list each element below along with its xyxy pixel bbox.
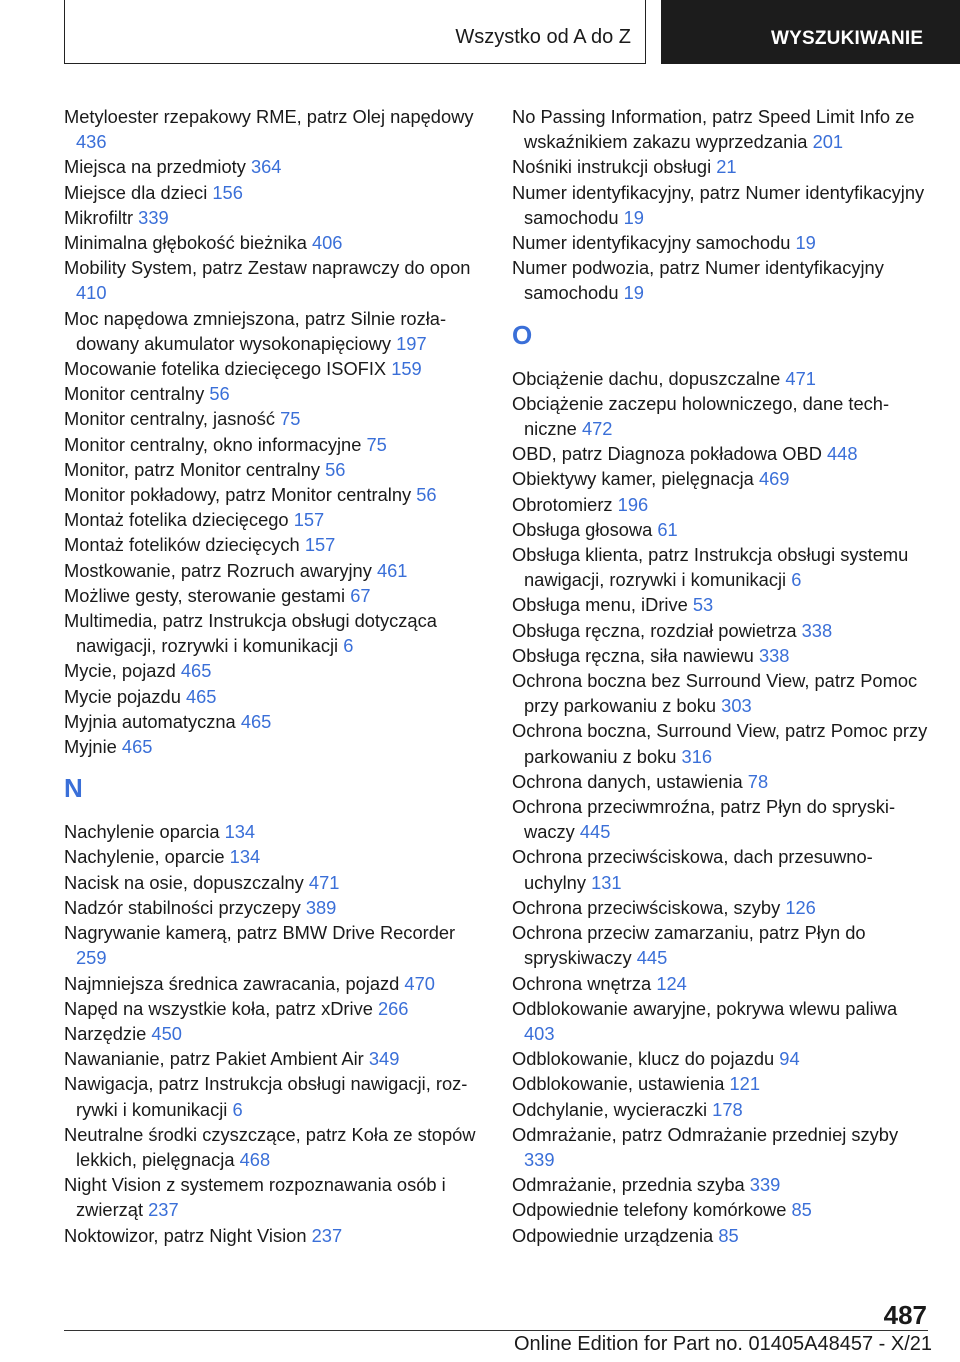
index-entry	[512, 255, 932, 305]
index-entry-page-link[interactable]: 61	[657, 518, 678, 540]
index-entry-page-link[interactable]: 465	[240, 710, 272, 732]
index-entry	[512, 1172, 932, 1197]
index-entry	[64, 684, 482, 709]
index-entry-page-link[interactable]: 157	[293, 509, 325, 531]
index-entry-page-link[interactable]: 339	[138, 206, 169, 228]
index-entry-text: Multimedia, patrz Instrukcja obsługi dotycząca nawigacji, rozrywki i komunikacji	[64, 610, 437, 657]
index-entry	[64, 507, 482, 532]
index-entry-text: Mobility System, patrz Zestaw naprawczy do opon	[64, 257, 471, 279]
index-entry	[512, 920, 932, 970]
index-entry	[512, 844, 932, 894]
index-entry-page-link[interactable]: 403	[524, 1022, 555, 1044]
index-entry	[64, 734, 482, 759]
index-entry-text: Moc napędowa zmniejszona, patrz Silnie rozładowany akumulator wysokonapięciowy	[64, 307, 447, 354]
index-entry-text: Obsługa ręczna, rozdział powietrza	[512, 619, 797, 641]
index-entry	[64, 844, 482, 869]
index-entry-page-link[interactable]: 201	[812, 131, 844, 153]
index-entry-page-link[interactable]: 197	[396, 332, 427, 354]
index-entry	[64, 1021, 482, 1046]
index-entry-page-link[interactable]: 237	[311, 1224, 343, 1246]
index-entry	[512, 895, 932, 920]
index-entry-page-link[interactable]: 156	[212, 181, 243, 203]
search-tab[interactable]	[661, 0, 960, 64]
index-entry-page-link[interactable]: 468	[239, 1148, 271, 1170]
index-entry-text: Nawigacja, patrz Instrukcja obsługi nawigacji, rozrywki i komunikacji	[64, 1073, 468, 1120]
index-entry	[64, 255, 482, 305]
index-letter-heading: O	[512, 319, 533, 350]
index-entry	[64, 1223, 482, 1248]
index-entry-text: Monitor, patrz Monitor centralny	[64, 458, 321, 480]
index-entry-page-link[interactable]: 470	[404, 972, 435, 994]
index-entry-page-link[interactable]: 56	[416, 484, 437, 506]
index-entry-page-link[interactable]: 450	[151, 1022, 182, 1044]
index-entry	[64, 406, 482, 431]
header-section-title: Wszystko od A do Z	[455, 26, 631, 48]
index-entry-page-link[interactable]: 259	[76, 947, 107, 969]
index-entry-page-link[interactable]: 445	[579, 821, 611, 843]
index-entry-text: Mikrofiltr	[64, 206, 134, 228]
index-entry-text: Ochrona przeciw zamarzaniu, patrz Płyn do spryskiwaczy	[512, 922, 866, 969]
index-entry	[64, 154, 482, 179]
index-entry-text: Nacisk na osie, dopuszczalny	[64, 871, 304, 893]
index-entry	[64, 971, 482, 996]
index-entry-page-link[interactable]: 472	[581, 418, 613, 440]
page-number: 487	[883, 1300, 927, 1330]
index-entry-page-link[interactable]: 338	[758, 644, 790, 666]
index-entry	[512, 391, 932, 441]
index-entry-text: Nośniki instrukcji obsługi	[512, 156, 712, 178]
index-entry	[64, 381, 482, 406]
index-entry-page-link[interactable]: 461	[376, 559, 408, 581]
index-entry-page-link[interactable]: 196	[617, 493, 649, 515]
index-entry	[512, 542, 932, 592]
index-entry	[64, 870, 482, 895]
index-entry-page-link[interactable]: 126	[785, 896, 816, 918]
index-entry	[64, 482, 482, 507]
index-entry-page-link[interactable]: 134	[229, 846, 261, 868]
index-entry	[64, 819, 482, 844]
index-entry-page-link[interactable]: 178	[712, 1098, 743, 1120]
index-entry-page-link[interactable]: 67	[350, 584, 371, 606]
index-entry-text: Najmniejsza średnica zawracania, pojazd	[64, 972, 400, 994]
index-entry-text: Mostkowanie, patrz Rozruch awaryjny	[64, 559, 372, 581]
index-entry-text: Night Vision z systemem rozpoznawania osób i zwierząt	[64, 1174, 446, 1221]
index-entry	[64, 532, 482, 557]
index-entry-text: Monitor pokładowy, patrz Monitor centralny	[64, 484, 412, 506]
index-entry	[64, 895, 482, 920]
index-entry-page-link[interactable]: 6	[343, 635, 354, 657]
index-entry-text: Myjnia automatyczna	[64, 710, 236, 732]
index-entry-text: Obsługa ręczna, siła nawiewu	[512, 644, 754, 666]
index-entry-page-link[interactable]: 56	[209, 383, 230, 405]
index-entry-page-link[interactable]: 465	[180, 660, 212, 682]
index-entry-page-link[interactable]: 471	[308, 871, 340, 893]
index-entry-text: Numer identyfikacyjny samochodu	[512, 232, 791, 254]
index-entry-page-link[interactable]: 465	[185, 685, 217, 707]
index-entry-text: Neutralne środki czyszczące, patrz Koła ze stopów lekkich, pielęgnacja	[64, 1123, 476, 1170]
index-entry	[64, 658, 482, 683]
index-entry-page-link[interactable]: 6	[232, 1098, 243, 1120]
index-entry-text: Nawanianie, patrz Pakiet Ambient Air	[64, 1048, 364, 1070]
index-entry-page-link[interactable]: 94	[779, 1048, 800, 1070]
index-entry-page-link[interactable]: 465	[121, 736, 153, 758]
index-entry-text: Ochrona danych, ustawienia	[512, 770, 743, 792]
index-letter-heading: N	[64, 773, 83, 804]
index-entry-page-link[interactable]: 124	[656, 972, 687, 994]
index-entry-page-link[interactable]: 339	[524, 1148, 555, 1170]
index-entry	[64, 180, 482, 205]
index-entry	[64, 608, 482, 658]
index-entry-page-link[interactable]: 6	[791, 569, 802, 591]
index-entry-text: Miejsce dla dzieci	[64, 181, 208, 203]
index-entry	[64, 583, 482, 608]
index-entry-page-link[interactable]: 436	[76, 131, 107, 153]
index-entry-page-link[interactable]: 316	[681, 745, 713, 767]
index-entry-page-link[interactable]: 75	[280, 408, 301, 430]
index-entry-text: Obciążenie zaczepu holowniczego, dane techniczne	[512, 392, 890, 440]
index-entry-text: Miejsca na przedmioty	[64, 156, 246, 178]
index-entry-page-link[interactable]: 364	[250, 156, 282, 178]
index-entry-text: Narzędzie	[64, 1022, 147, 1044]
index-entry-page-link[interactable]: 85	[718, 1224, 739, 1246]
index-entry-text: Odchylanie, wycieraczki	[512, 1098, 708, 1120]
index-entry-text: Nagrywanie kamerą, patrz BMW Drive Recorder	[64, 922, 456, 944]
index-entry	[512, 1046, 932, 1071]
index-entry	[64, 1071, 482, 1121]
index-entry-text: Metyloester rzepakowy RME, patrz Olej napędowy	[64, 106, 474, 127]
index-entry	[64, 457, 482, 482]
index-entry-text: Odpowiednie telefony komórkowe	[512, 1199, 787, 1221]
index-entry	[512, 517, 932, 542]
index-entry	[64, 920, 482, 970]
index-entry-text: No Passing Information, patrz Speed Limit Info ze wskaźnikiem zakazu wyprzedzania	[512, 106, 915, 153]
index-entry	[512, 668, 932, 718]
header-section-box	[64, 0, 646, 64]
index-entry-page-link[interactable]: 448	[827, 443, 858, 465]
index-entry-page-link[interactable]: 19	[623, 282, 644, 304]
index-entry-text: Obiektywy kamer, pielęgnacja	[512, 468, 754, 490]
index-entry-text: Ochrona przeciwmroźna, patrz Płyn do spryskiwaczy	[512, 796, 896, 843]
index-entry-page-link[interactable]: 121	[729, 1073, 761, 1095]
index-column-left	[64, 104, 482, 1248]
index-entry	[64, 558, 482, 583]
index-entry-page-link[interactable]: 85	[791, 1199, 812, 1221]
index-entry	[512, 1097, 932, 1122]
index-entry	[512, 492, 932, 517]
index-entry-text: Mycie pojazdu	[64, 685, 181, 707]
search-tab-label: WYSZUKIWANIE	[771, 28, 924, 49]
index-entry-text: Odpowiednie urządzenia	[512, 1224, 714, 1246]
index-entry	[512, 466, 932, 491]
index-entry	[64, 230, 482, 255]
index-entry	[512, 769, 932, 794]
index-entry-text: Obrotomierz	[512, 493, 613, 515]
index-entry-page-link[interactable]: 469	[758, 468, 790, 490]
index-entry	[64, 205, 482, 230]
index-entry-page-link[interactable]: 389	[305, 896, 337, 918]
index-entry-page-link[interactable]: 78	[747, 770, 769, 792]
index-entry-text: Odmrażanie, przednia szyba	[512, 1174, 745, 1196]
index-entry-text: Nadzór stabilności przyczepy	[64, 896, 301, 918]
index-entry-text: Minimalna głębokość bieżnika	[64, 232, 307, 254]
index-entry-page-link[interactable]: 131	[591, 871, 622, 893]
index-column-right	[512, 104, 932, 1248]
index-entry-text: Możliwe gesty, sterowanie gestami	[64, 584, 346, 606]
index-entry-text: Montaż fotelików dziecięcych	[64, 534, 300, 556]
index-entry-text: Ochrona boczna bez Surround View, patrz Pomoc przy parkowaniu z boku	[512, 670, 918, 717]
index-entry-page-link[interactable]: 75	[366, 433, 387, 455]
index-entry-text: Obciążenie dachu, dopuszczalne	[512, 367, 781, 389]
index-entry-text: Numer identyfikacyjny, patrz Numer identyfikacyjny samochodu	[512, 181, 925, 228]
index-entry-page-link[interactable]: 53	[692, 594, 714, 616]
index-entry	[512, 366, 932, 391]
index-entry	[512, 1197, 932, 1222]
index-entry-text: OBD, patrz Diagnoza pokładowa OBD	[512, 443, 822, 465]
index-entry-text: Monitor centralny, okno informacyjne	[64, 433, 362, 455]
index-entry-text: Mocowanie fotelika dziecięcego ISOFIX	[64, 358, 387, 380]
index-entry	[512, 996, 932, 1046]
index-entry-page-link[interactable]: 56	[325, 458, 346, 480]
index-entry-text: Ochrona przeciwściskowa, szyby	[512, 896, 781, 918]
footer-edition: Online Edition for Part no. 01405A48457 - X/21	[513, 1333, 932, 1355]
index-entry-text: Mycie, pojazd	[64, 660, 176, 682]
index-entry	[512, 1223, 932, 1248]
index-entry-text: Myjnie	[64, 736, 117, 758]
index-entry	[512, 794, 932, 844]
index-entry-page-link[interactable]: 19	[623, 206, 644, 228]
index-entry-page-link[interactable]: 266	[377, 997, 409, 1019]
index-entry	[512, 718, 932, 768]
index-entry-text: Ochrona przeciwściskowa, dach przesuwno-uchylny	[512, 846, 873, 893]
index-entry-text: Obsługa menu, iDrive	[512, 594, 688, 616]
index-entry	[512, 592, 932, 617]
index-entry-text: Odmrażanie, patrz Odmrażanie przedniej szyby	[512, 1123, 899, 1145]
index-entry	[64, 356, 482, 381]
index-entry-page-link[interactable]: 19	[795, 232, 816, 254]
index-entry-text: Odblokowanie, klucz do pojazdu	[512, 1048, 775, 1070]
index-entry	[512, 1071, 932, 1096]
index-entry-page-link[interactable]: 237	[148, 1199, 179, 1221]
index-entry-page-link[interactable]: 471	[785, 367, 816, 389]
index-entry-text: Montaż fotelika dziecięcego	[64, 509, 289, 531]
index-entry	[64, 1122, 482, 1172]
index-entry	[64, 996, 482, 1021]
index-entry-text: Monitor centralny, jasność	[64, 408, 276, 430]
index-entry-text: Noktowizor, patrz Night Vision	[64, 1224, 307, 1246]
index-entry-text: Ochrona wnętrza	[512, 972, 652, 994]
index-entry	[512, 180, 932, 230]
index-entry-text: Ochrona boczna, Surround View, patrz Pomoc przy parkowaniu z boku	[512, 720, 928, 767]
index-entry-text: Odblokowanie awaryjne, pokrywa wlewu paliwa	[512, 997, 898, 1019]
index-entry	[64, 1172, 482, 1222]
index-entry-text: Nachylenie oparcia	[64, 821, 220, 843]
index-entry-page-link[interactable]: 349	[368, 1048, 400, 1070]
index-entry	[64, 709, 482, 734]
index-entry-text: Napęd na wszystkie koła, patrz xDrive	[64, 997, 373, 1019]
index-entry-text: Nachylenie, oparcie	[64, 846, 225, 868]
index-entry-page-link[interactable]: 410	[76, 282, 107, 304]
index-entry	[512, 230, 932, 255]
index-entry	[512, 154, 932, 179]
index-entry	[512, 104, 932, 154]
index-entry-text: Odblokowanie, ustawienia	[512, 1073, 725, 1095]
index-entry-page-link[interactable]: 303	[721, 695, 752, 717]
index-entry-text: Monitor centralny	[64, 383, 205, 405]
index-entry-page-link[interactable]: 339	[749, 1174, 781, 1196]
index-entry	[64, 1046, 482, 1071]
index-entry	[512, 441, 932, 466]
index-entry-text: Numer podwozia, patrz Numer identyfikacyjny samochodu	[512, 257, 884, 304]
index-entry	[64, 432, 482, 457]
index-entry	[512, 618, 932, 643]
index-entry-text: Obsługa głosowa	[512, 518, 653, 540]
index-entry-page-link[interactable]: 406	[311, 232, 343, 254]
index-entry-page-link[interactable]: 445	[636, 947, 668, 969]
index-entry-page-link[interactable]: 338	[801, 619, 833, 641]
index-entry-page-link[interactable]: 159	[391, 358, 422, 380]
index-entry-page-link[interactable]: 157	[304, 534, 336, 556]
index-entry-page-link[interactable]: 21	[716, 156, 737, 178]
index-entry-page-link[interactable]: 134	[224, 821, 256, 843]
index-entry	[512, 971, 932, 996]
index-entry	[512, 1122, 932, 1172]
index-entry	[64, 104, 482, 154]
index-entry	[64, 306, 482, 356]
index-entry-text: Obsługa klienta, patrz Instrukcja obsługi systemu nawigacji, rozrywki i komunikacji	[512, 544, 909, 591]
footer-divider	[64, 1330, 928, 1331]
index-entry	[512, 643, 932, 668]
